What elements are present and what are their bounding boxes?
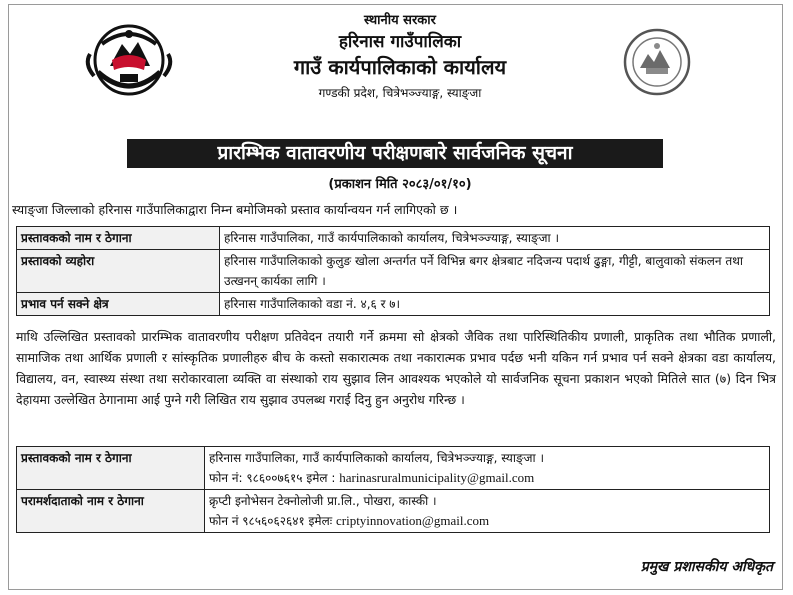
impact-area-value: हरिनास गाउँपालिकाको वडा नं. ४,६ र ७। [220, 293, 770, 316]
consultant-address: क्रृप्टी इनोभेसन टेक्नोलोजी प्रा.लि., पोखरा, कास्की । [209, 494, 437, 508]
proposal-subject-label: प्रस्तावको व्यहोरा [17, 250, 220, 293]
impact-area-label: प्रभाव पर्न सक्ने क्षेत्र [17, 293, 220, 316]
intro-text: स्याङ्जा जिल्लाको हरिनास गाउँपालिकाद्वारा निम्न बमोजिमको प्रस्ताव कार्यान्वयन गर्न लागिएको छ । [12, 202, 458, 217]
contact-proposer-value [205, 447, 770, 490]
proposer-contact-line [209, 468, 765, 488]
table-row [17, 250, 770, 293]
proposer-value: हरिनास गाउँपालिका, गाउँ कार्यपालिकाको कार्यालय, चित्रेभञ्ज्याङ्ग, स्याङ्जा । [220, 227, 770, 250]
notice-body-paragraph: माथि उल्लिखित प्रस्तावको प्रारम्भिक वातावरणीय परीक्षण प्रतिवेदन तयारी गर्ने क्रममा सो क्षेत्रको जैविक तथा पारिस्थितिकीय प्रणाली, प्राकृतिक तथा भौतिक प्रणाली, सामाजिक तथा आर्थिक प्रणाली र सांस्कृतिक प्रणालीहरु बीच के कस्तो सकारात्मक तथा नकारात्मक प्रभाव पर्दछ भनी यकिन गर्न प्रभाव पर्न सक्ने क्षेत्रका वडा कार्यालय, विद्यालय, वन, स्वास्थ्य संस्था तथा सरोकारवाला व्यक्ति वा संस्थाको राय सुझाव लिन आवश्यक भएकोले यो सार्वजनिक सूचना प्रकाशन भएको मितिले सात (७) दिन भित्र देहायमा उल्लेखित ठेगानामा आई पुग्ने गरी लिखित राय सुझाव उपलब्ध गराई दिनु हुन अनुरोध गरिन्छ । [16, 329, 776, 407]
notice-title-banner: प्रारम्भिक वातावरणीय परीक्षणबारे सार्वजनिक सूचना [127, 139, 663, 168]
table-row [17, 227, 770, 250]
proposal-subject-value: हरिनास गाउँपालिकाको कुलुङ खोला अन्तर्गत पर्ने विभिन्न बगर क्षेत्रबाट नदिजन्य पदार्थ ढुङ्गा, गीट्टी, बालुवाको संकलन तथा उत्खनन् कार्यका लागि । [220, 250, 770, 293]
local-government-heading: स्थानीय सरकार [364, 13, 436, 28]
consultant-email-link[interactable]: criptyinnovation@gmail.com [335, 513, 490, 528]
signature-title: प्रमुख प्रशासकीय अधिकृत [640, 559, 773, 575]
table-row [17, 490, 770, 533]
contact-table [16, 446, 770, 533]
office-name: गाउँ कार्यपालिकाको कार्यालय [293, 55, 507, 79]
office-address: गण्डकी प्रदेश, चित्रेभञ्ज्याङ्ग, स्याङ्जा [318, 86, 482, 100]
municipality-seal-logo [622, 24, 692, 100]
nepal-emblem-logo [80, 14, 178, 104]
proposer-address: हरिनास गाउँपालिका, गाउँ कार्यपालिकाको कार्यालय, चित्रेभञ्ज्याङ्ग, स्याङ्जा । [209, 451, 544, 465]
table-row [17, 447, 770, 490]
contact-consultant-value [205, 490, 770, 533]
proposal-details-table [16, 226, 770, 316]
contact-proposer-label: प्रस्तावकको नाम र ठेगाना [17, 447, 205, 490]
consultant-contact-line [209, 511, 765, 531]
contact-consultant-label: परामर्शदाताको नाम र ठेगाना [17, 490, 205, 533]
publication-date: (प्रकाशन मिति २०८३/०१/१०) [328, 177, 472, 192]
municipality-name: हरिनास गाउँपालिका [338, 32, 462, 52]
table-row [17, 293, 770, 316]
proposer-email-link[interactable]: harinasruralmunicipality@gmail.com [339, 470, 535, 485]
proposer-phone: फोन नं: ९८६००७६१५ इमेल : [209, 471, 336, 485]
consultant-phone: फोन नं ९८५६०६२६४१ इमेलः [209, 514, 333, 528]
proposer-label: प्रस्तावकको नाम र ठेगाना [17, 227, 220, 250]
